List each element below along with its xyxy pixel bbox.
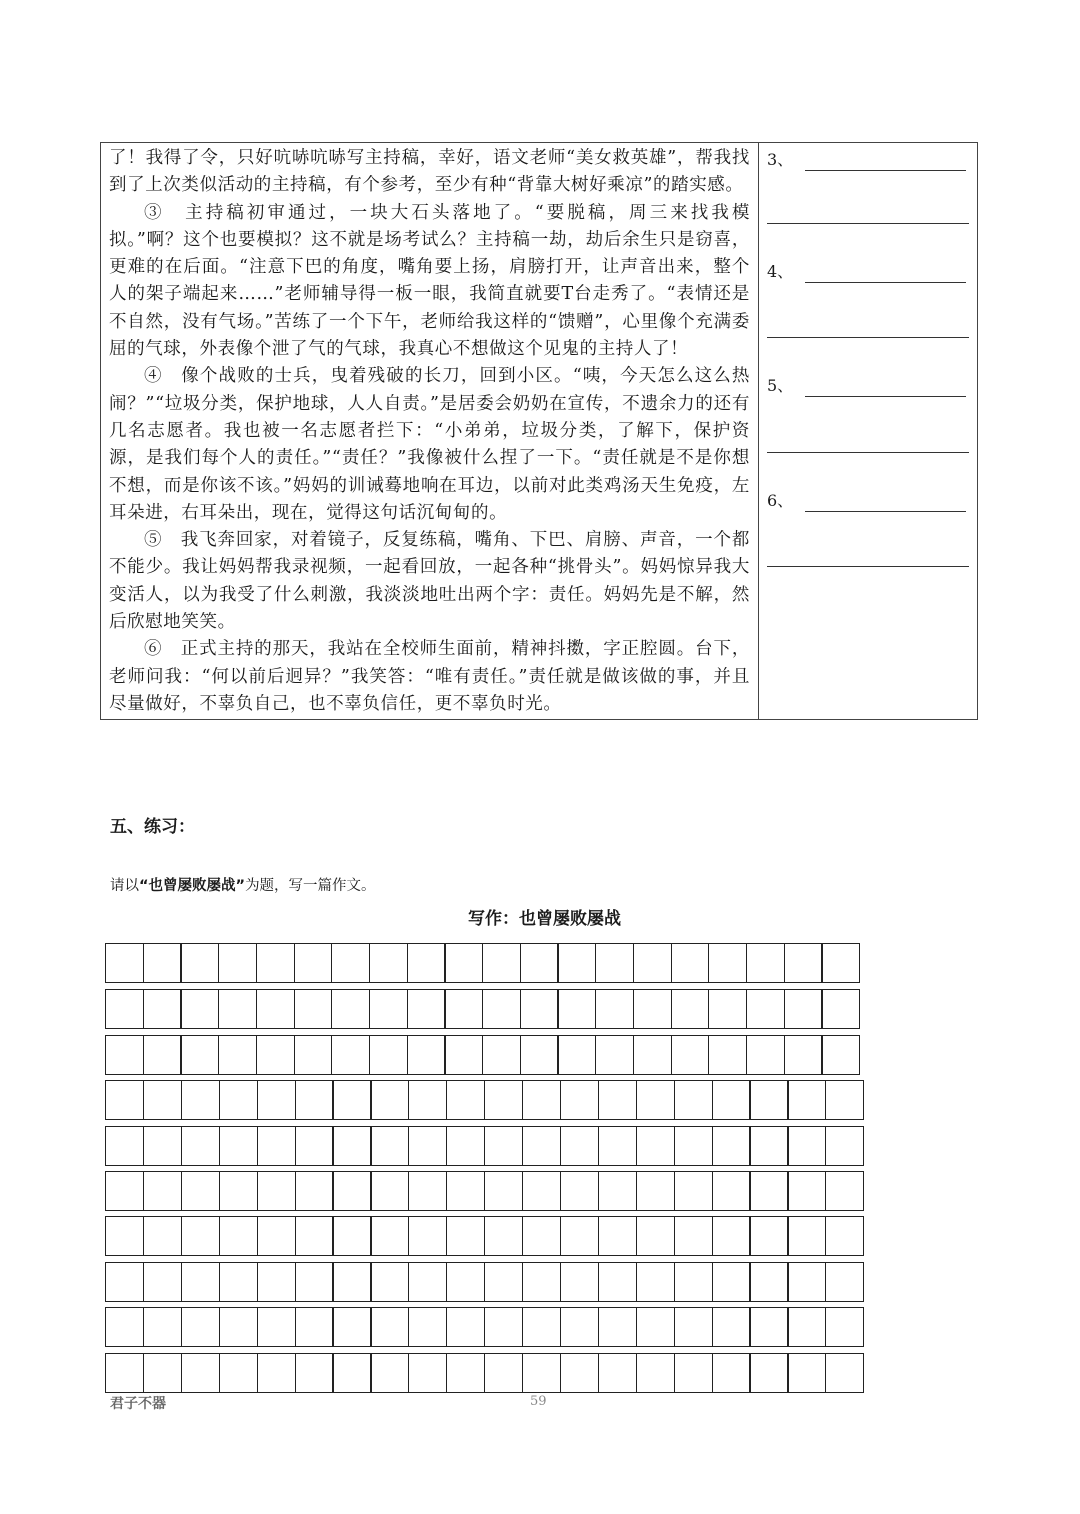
grid-cell[interactable]: [712, 1080, 751, 1120]
grid-cell[interactable]: [522, 1171, 561, 1211]
grid-cell[interactable]: [180, 989, 219, 1029]
grid-cell[interactable]: [674, 1262, 713, 1302]
grid-cell[interactable]: [446, 1262, 485, 1302]
grid-cell[interactable]: [787, 1262, 826, 1302]
grid-row: [105, 1080, 864, 1120]
grid-cell[interactable]: [295, 1216, 334, 1256]
answer-row-4[interactable]: [767, 259, 972, 283]
grid-cell[interactable]: [256, 943, 295, 983]
grid-cell[interactable]: [749, 1307, 788, 1347]
grid-cell[interactable]: [143, 943, 182, 983]
grid-cell[interactable]: [522, 1216, 561, 1256]
grid-row: [105, 1262, 864, 1302]
grid-row: [105, 989, 860, 1029]
grid-cell[interactable]: [746, 1035, 785, 1075]
grid-cell[interactable]: [295, 1080, 334, 1120]
grid-cell[interactable]: [825, 1307, 864, 1347]
grid-cell[interactable]: [408, 1126, 447, 1166]
grid-cell[interactable]: [180, 1035, 219, 1075]
grid-cell[interactable]: [674, 1171, 713, 1211]
grid-cell[interactable]: [219, 1171, 258, 1211]
grid-cell[interactable]: [446, 1307, 485, 1347]
writing-grid-title: 写作：也曾屡败屡战: [468, 909, 621, 929]
grid-cell[interactable]: [595, 1035, 634, 1075]
grid-cell[interactable]: [825, 1126, 864, 1166]
grid-cell[interactable]: [370, 1307, 409, 1347]
answer-line: [805, 170, 966, 171]
answer-column: [759, 143, 977, 719]
grid-cell[interactable]: [105, 1353, 144, 1393]
answer-line: [805, 396, 966, 397]
grid-cell[interactable]: [370, 1171, 409, 1211]
grid-cell[interactable]: [257, 1126, 296, 1166]
grid-cell[interactable]: [181, 1080, 220, 1120]
instruction-suffix: 为题，写一篇作文。: [245, 878, 376, 894]
grid-cell[interactable]: [257, 1216, 296, 1256]
grid-cell[interactable]: [219, 1262, 258, 1302]
answer-label: 6、: [767, 491, 794, 510]
grid-cell[interactable]: [746, 943, 785, 983]
grid-cell[interactable]: [257, 1307, 296, 1347]
section-heading: 五、练习：: [110, 817, 195, 837]
grid-cell[interactable]: [482, 943, 521, 983]
grid-cell[interactable]: [674, 1080, 713, 1120]
grid-row: [105, 1171, 864, 1211]
grid-cell[interactable]: [143, 1126, 182, 1166]
grid-cell[interactable]: [633, 1035, 672, 1075]
grid-cell[interactable]: [708, 943, 747, 983]
grid-cell[interactable]: [520, 943, 559, 983]
grid-cell[interactable]: [256, 1035, 295, 1075]
grid-cell[interactable]: [787, 1080, 826, 1120]
grid-cell[interactable]: [256, 989, 295, 1029]
grid-cell[interactable]: [332, 1171, 371, 1211]
passage-paragraph-4: ④ 像个战败的士兵，曳着残破的长刀，回到小区。“咦，今天怎么这么热闹？”“垃圾分类，保护地球，人人自责。”是居委会奶奶在宣传，不遗余力的还有几名志愿者。我也被一名志愿者拦下：“小弟弟，垃圾分类，了解下，保护资源，是我们每个人的责任。”“责任？”我像被什么捏了一下。“责任就是不是你想不想，而是你该不该。”妈妈的训诫蓦地响在耳边，以前对此类鸡汤天生免疫，左耳朵进，右耳朵出，现在，觉得这句话沉甸甸的。: [109, 366, 750, 523]
grid-cell[interactable]: [331, 943, 370, 983]
grid-cell[interactable]: [825, 1216, 864, 1256]
grid-cell[interactable]: [331, 1035, 370, 1075]
grid-cell[interactable]: [294, 989, 333, 1029]
grid-cell[interactable]: [522, 1353, 561, 1393]
grid-cell[interactable]: [557, 943, 596, 983]
grid-cell[interactable]: [257, 1080, 296, 1120]
grid-cell[interactable]: [407, 943, 446, 983]
grid-cell[interactable]: [560, 1126, 599, 1166]
grid-cell[interactable]: [294, 1035, 333, 1075]
grid-cell[interactable]: [295, 1307, 334, 1347]
answer-row-3[interactable]: [767, 147, 972, 171]
grid-cell[interactable]: [105, 1126, 144, 1166]
grid-cell[interactable]: [595, 989, 634, 1029]
grid-cell[interactable]: [370, 1126, 409, 1166]
grid-cell[interactable]: [598, 1353, 637, 1393]
grid-cell[interactable]: [295, 1171, 334, 1211]
grid-cell[interactable]: [105, 943, 144, 983]
grid-cell[interactable]: [636, 1353, 675, 1393]
grid-cell[interactable]: [484, 1262, 523, 1302]
grid-cell[interactable]: [446, 1171, 485, 1211]
answer-label: 4、: [767, 262, 794, 281]
grid-cell[interactable]: [708, 1035, 747, 1075]
answer-row-6[interactable]: [767, 488, 972, 512]
grid-cell[interactable]: [143, 1171, 182, 1211]
grid-cell[interactable]: [181, 1126, 220, 1166]
grid-cell[interactable]: [520, 1035, 559, 1075]
grid-cell[interactable]: [746, 989, 785, 1029]
grid-cell[interactable]: [332, 1262, 371, 1302]
grid-cell[interactable]: [105, 1035, 144, 1075]
grid-cell[interactable]: [522, 1262, 561, 1302]
grid-cell[interactable]: [219, 1307, 258, 1347]
grid-cell[interactable]: [633, 989, 672, 1029]
reading-passage: [101, 143, 759, 719]
grid-cell[interactable]: [105, 1216, 144, 1256]
instruction-prefix: 请以: [110, 878, 139, 894]
grid-cell[interactable]: [218, 989, 257, 1029]
grid-cell[interactable]: [598, 1126, 637, 1166]
grid-cell[interactable]: [181, 1353, 220, 1393]
answer-blank-line[interactable]: [767, 223, 969, 224]
grid-cell[interactable]: [219, 1080, 258, 1120]
footer-motto: 君子不器: [110, 1396, 166, 1412]
grid-cell[interactable]: [598, 1171, 637, 1211]
grid-cell[interactable]: [787, 1307, 826, 1347]
grid-cell[interactable]: [598, 1307, 637, 1347]
grid-cell[interactable]: [105, 1080, 144, 1120]
answer-label: 3、: [767, 150, 794, 169]
grid-cell[interactable]: [218, 943, 257, 983]
grid-cell[interactable]: [633, 943, 672, 983]
grid-cell[interactable]: [598, 1262, 637, 1302]
grid-cell[interactable]: [181, 1262, 220, 1302]
grid-cell[interactable]: [825, 1262, 864, 1302]
grid-cell[interactable]: [749, 1080, 788, 1120]
grid-cell[interactable]: [332, 1353, 371, 1393]
grid-cell[interactable]: [674, 1307, 713, 1347]
grid-cell[interactable]: [218, 1035, 257, 1075]
grid-cell[interactable]: [712, 1353, 751, 1393]
grid-cell[interactable]: [522, 1307, 561, 1347]
grid-cell[interactable]: [784, 1035, 823, 1075]
answer-line: [805, 282, 966, 283]
answer-label: 5、: [767, 376, 794, 395]
grid-cell[interactable]: [407, 1035, 446, 1075]
instruction-essay-title: “也曾屡败屡战”: [139, 878, 246, 894]
grid-cell[interactable]: [105, 1307, 144, 1347]
grid-cell[interactable]: [295, 1262, 334, 1302]
grid-cell[interactable]: [484, 1307, 523, 1347]
grid-cell[interactable]: [370, 1080, 409, 1120]
grid-cell[interactable]: [332, 1307, 371, 1347]
grid-cell[interactable]: [560, 1171, 599, 1211]
grid-cell[interactable]: [181, 1307, 220, 1347]
grid-cell[interactable]: [749, 1262, 788, 1302]
grid-cell[interactable]: [143, 1035, 182, 1075]
grid-cell[interactable]: [484, 1171, 523, 1211]
grid-cell[interactable]: [557, 989, 596, 1029]
grid-cell[interactable]: [636, 1307, 675, 1347]
grid-cell[interactable]: [444, 943, 483, 983]
grid-row: [105, 1126, 864, 1166]
grid-cell[interactable]: [484, 1126, 523, 1166]
grid-cell[interactable]: [484, 1216, 523, 1256]
grid-row: [105, 1307, 864, 1347]
grid-cell[interactable]: [749, 1171, 788, 1211]
passage-paragraph-2-end: 了！我得了令，只好吭哧吭哧写主持稿，幸好，语文老师“美女救英雄”，帮我找到了上次类似活动的主持稿，有个参考，至少有种“背靠大树好乘凉”的踏实感。: [109, 148, 750, 196]
passage-paragraph-5: ⑤ 我飞奔回家，对着镜子，反复练稿，嘴角、下巴、肩膀、声音，一个都不能少。我让妈妈帮我录视频，一起看回放，一起各种“挑骨头”。妈妈惊异我大变活人，以为我受了什么刺激，我淡淡地吐出两个字：责任。妈妈先是不解，然后欣慰地笑笑。: [109, 530, 750, 633]
grid-cell[interactable]: [181, 1171, 220, 1211]
grid-cell[interactable]: [446, 1216, 485, 1256]
grid-cell[interactable]: [821, 1035, 860, 1075]
grid-cell[interactable]: [712, 1216, 751, 1256]
grid-cell[interactable]: [784, 943, 823, 983]
grid-cell[interactable]: [787, 1171, 826, 1211]
grid-cell[interactable]: [598, 1216, 637, 1256]
grid-cell[interactable]: [219, 1216, 258, 1256]
grid-cell[interactable]: [408, 1262, 447, 1302]
grid-cell[interactable]: [560, 1262, 599, 1302]
grid-cell[interactable]: [143, 1262, 182, 1302]
grid-cell[interactable]: [180, 943, 219, 983]
grid-row: [105, 1353, 864, 1393]
grid-cell[interactable]: [444, 989, 483, 1029]
grid-cell[interactable]: [787, 1216, 826, 1256]
grid-cell[interactable]: [332, 1216, 371, 1256]
grid-cell[interactable]: [143, 1080, 182, 1120]
grid-cell[interactable]: [257, 1262, 296, 1302]
grid-cell[interactable]: [749, 1126, 788, 1166]
grid-cell[interactable]: [181, 1216, 220, 1256]
grid-cell[interactable]: [674, 1216, 713, 1256]
grid-cell[interactable]: [482, 1035, 521, 1075]
answer-row-5[interactable]: [767, 373, 972, 397]
grid-cell[interactable]: [749, 1216, 788, 1256]
grid-cell[interactable]: [522, 1080, 561, 1120]
grid-cell[interactable]: [408, 1216, 447, 1256]
grid-cell[interactable]: [219, 1126, 258, 1166]
grid-cell[interactable]: [408, 1353, 447, 1393]
grid-cell[interactable]: [749, 1353, 788, 1393]
grid-cell[interactable]: [598, 1080, 637, 1120]
grid-cell[interactable]: [446, 1126, 485, 1166]
grid-cell[interactable]: [257, 1353, 296, 1393]
grid-cell[interactable]: [560, 1307, 599, 1347]
grid-cell[interactable]: [295, 1126, 334, 1166]
grid-cell[interactable]: [636, 1216, 675, 1256]
grid-cell[interactable]: [712, 1171, 751, 1211]
answer-blank-line[interactable]: [767, 566, 969, 567]
grid-cell[interactable]: [143, 1216, 182, 1256]
grid-cell[interactable]: [408, 1307, 447, 1347]
grid-cell[interactable]: [712, 1307, 751, 1347]
grid-cell[interactable]: [370, 1353, 409, 1393]
grid-cell[interactable]: [821, 989, 860, 1029]
grid-cell[interactable]: [674, 1126, 713, 1166]
grid-cell[interactable]: [370, 1216, 409, 1256]
grid-cell[interactable]: [295, 1353, 334, 1393]
grid-cell[interactable]: [595, 943, 634, 983]
grid-cell[interactable]: [369, 1035, 408, 1075]
grid-cell[interactable]: [369, 989, 408, 1029]
answer-line: [805, 511, 966, 512]
grid-cell[interactable]: [105, 1262, 144, 1302]
grid-cell[interactable]: [560, 1353, 599, 1393]
grid-cell[interactable]: [257, 1171, 296, 1211]
grid-cell[interactable]: [636, 1171, 675, 1211]
grid-cell[interactable]: [825, 1353, 864, 1393]
answer-blank-line[interactable]: [767, 337, 969, 338]
grid-cell[interactable]: [674, 1353, 713, 1393]
grid-cell[interactable]: [636, 1262, 675, 1302]
grid-cell[interactable]: [444, 1035, 483, 1075]
page-number: 59: [530, 1394, 547, 1409]
grid-cell[interactable]: [484, 1353, 523, 1393]
grid-cell[interactable]: [482, 989, 521, 1029]
grid-cell[interactable]: [408, 1171, 447, 1211]
grid-cell[interactable]: [446, 1080, 485, 1120]
grid-cell[interactable]: [332, 1126, 371, 1166]
grid-cell[interactable]: [369, 943, 408, 983]
grid-cell[interactable]: [484, 1080, 523, 1120]
grid-cell[interactable]: [331, 989, 370, 1029]
grid-cell[interactable]: [520, 989, 559, 1029]
grid-cell[interactable]: [219, 1353, 258, 1393]
grid-cell[interactable]: [143, 1353, 182, 1393]
grid-cell[interactable]: [560, 1216, 599, 1256]
grid-cell[interactable]: [294, 943, 333, 983]
grid-cell[interactable]: [712, 1262, 751, 1302]
writing-instruction: [110, 874, 376, 895]
grid-cell[interactable]: [370, 1262, 409, 1302]
grid-cell[interactable]: [560, 1080, 599, 1120]
grid-cell[interactable]: [407, 989, 446, 1029]
grid-cell[interactable]: [712, 1126, 751, 1166]
grid-row: [105, 1035, 860, 1075]
grid-cell[interactable]: [708, 989, 747, 1029]
grid-cell[interactable]: [636, 1080, 675, 1120]
grid-cell[interactable]: [332, 1080, 371, 1120]
grid-cell[interactable]: [787, 1126, 826, 1166]
grid-cell[interactable]: [636, 1126, 675, 1166]
grid-cell[interactable]: [671, 989, 710, 1029]
grid-cell[interactable]: [105, 1171, 144, 1211]
passage-paragraph-6: ⑥ 正式主持的那天，我站在全校师生面前，精神抖擞，字正腔圆。台下，老师问我：“何以前后迥异？”我笑答：“唯有责任。”责任就是做该做的事，并且尽量做好，不辜负自己，也不辜负信任，更不辜负时光。: [109, 639, 750, 714]
grid-cell[interactable]: [446, 1353, 485, 1393]
grid-cell[interactable]: [557, 1035, 596, 1075]
grid-cell[interactable]: [787, 1353, 826, 1393]
grid-cell[interactable]: [825, 1171, 864, 1211]
grid-cell[interactable]: [825, 1080, 864, 1120]
grid-row: [105, 943, 860, 983]
grid-cell[interactable]: [105, 989, 144, 1029]
grid-cell[interactable]: [143, 989, 182, 1029]
answer-blank-line[interactable]: [767, 452, 969, 453]
grid-cell[interactable]: [671, 943, 710, 983]
passage-paragraph-3: ③ 主持稿初审通过，一块大石头落地了。“要脱稿，周三来找我模拟。”啊？这个也要模拟？这不就是场考试么？主持稿一劫，劫后余生只是窃喜，更难的在后面。“注意下巴的角度，嘴角要上扬，肩膀打开，让声音出来，整个人的架子端起来……”老师辅导得一板一眼，我简直就要T台走秀了。“表情还是不自然，没有气场。”苦练了一个下午，老师给我这样的“馈赠”，心里像个充满委屈的气球，外表像个泄了气的气球，我真心不想做这个见鬼的主持人了！: [109, 202, 750, 360]
passage-table: [100, 142, 978, 720]
grid-cell[interactable]: [821, 943, 860, 983]
grid-cell[interactable]: [784, 989, 823, 1029]
grid-row: [105, 1216, 864, 1256]
grid-cell[interactable]: [671, 1035, 710, 1075]
grid-cell[interactable]: [143, 1307, 182, 1347]
grid-cell[interactable]: [408, 1080, 447, 1120]
grid-cell[interactable]: [522, 1126, 561, 1166]
